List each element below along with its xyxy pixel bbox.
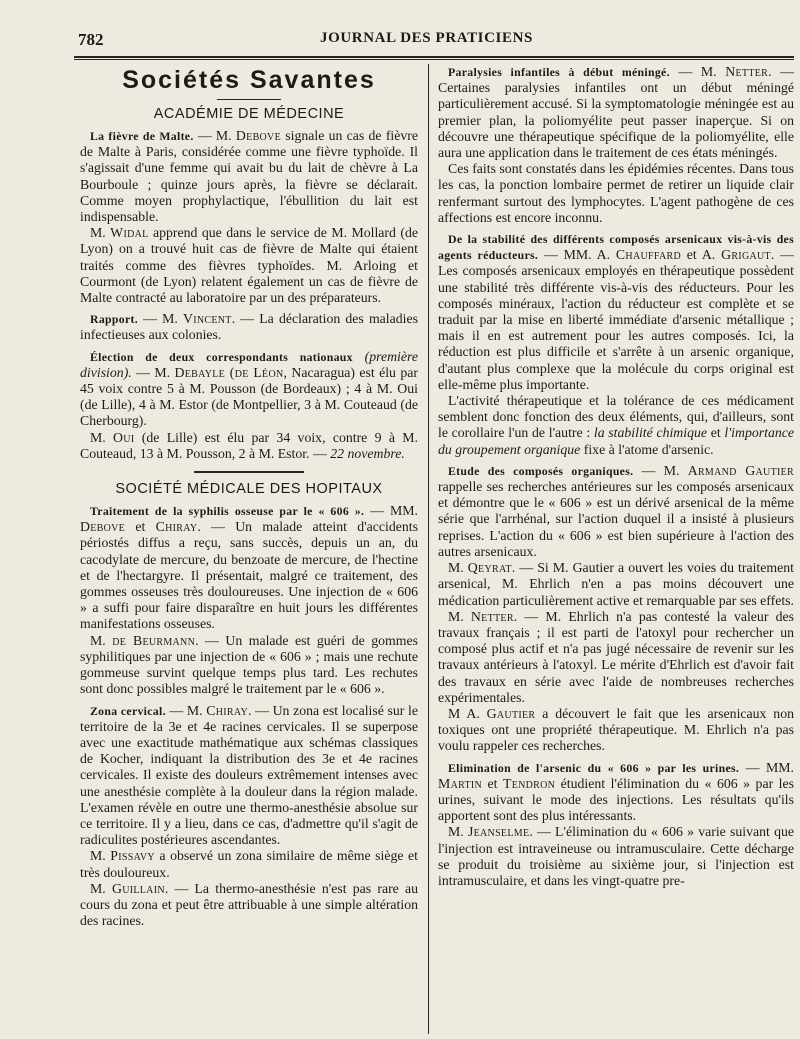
article-pissavy: M. Pissavy a observé un zona similaire de même siège et très douloureux. [80, 848, 418, 880]
article-jeanselme: M. Jeanselme. — L'élimination du « 606 » varie suivant que l'injection est intraveineuse ou intramusculaire. Cette décharge se produit du troisième au sixième jour, si l'injection est intramusculaire, et dans les vingt-quatre pre- [438, 824, 794, 888]
article-widal: M. Widal apprend que dans le service de M. Mollard (de Lyon) on a trouvé huit cas de fièvre de Malte qui étaient traités comme des fièvres typhoïdes. M. Arloing et Courmont (de Lyon) relatent également un cas de fièvre de Malte contracté au laboratoire par un des préparateurs. [80, 225, 418, 306]
article-fievre-malte: La fièvre de Malte. — M. Debove signale un cas de fièvre de Malte à Paris, considérée comme une fièvre typhoïde. Il s'agissait d'une femme qui avait bu du lait de chèvre à La Bourboule ; quinze jours après, la fièvre se déclarait. Comme moyen prophylactique, l'ébullition du lait est indispensable. [80, 128, 418, 225]
page-number: 782 [78, 30, 104, 49]
article-epidemies: Ces faits sont constatés dans les épidémies récentes. Dans tous les cas, la ponction lombaire permet de retirer un liquide clair renfermant surtout des lymphocytes. L'agent pathogène de ces affections est encore inconnu. [438, 161, 794, 225]
heading-academie: ACADÉMIE DE MÉDECINE [153, 106, 345, 122]
article-guillain: M. Guillain. — La thermo-anesthésie n'est pas rare au cours du zona et peut être attribuable à une simple altération des racines. [80, 880, 418, 929]
article-paralysies: Paralysies infantiles à début méningé. — M. Netter. — Certaines paralysies infantiles ont un début méningé particulièrement accusé. Si la symptomatologie méningée est au premier plan, la poliomyélite peut passer inaperçue. Si on découvre une thérapeutique spécifique de la poliomyélite, elle aura une application dans le traitement de ces états méningés. [438, 64, 794, 161]
header-rule-thin [74, 59, 794, 60]
title-rule [217, 99, 281, 100]
article-activite: L'activité thérapeutique et la tolérance de ces médicament semblent donc fonction des deux éléments, qui, d'ailleurs, sont le corollaire l'un de l'autre : la stabilité chimique et l'importance du groupement organique fixe à l'atome d'arsenic. [438, 393, 794, 457]
article-qeyrat: M. Qeyrat. — Si M. Gautier a ouvert les voies du traitement arsenical, M. Ehrlich n'en a pas moins découvert une médication particulièrement active et remarquable par ses effets. [438, 560, 794, 608]
heading-societe-medicale: SOCIÉTÉ MÉDICALE DES HOPITAUX [115, 481, 383, 498]
header-rule [74, 56, 794, 58]
article-composes-organiques: Etude des composés organiques. — M. Armand Gautier rappelle ses recherches antérieures sur les composés arsenicaux et démontre que le « 606 » est un dérivé arsenical de la même série que l'arrhénal, sur l'action duquel il a insisté à plusieurs reprises. L'action du « 606 » est bien supérieure à l'action des autres arsenicaux. [438, 462, 794, 559]
column-divider [428, 64, 429, 1034]
article-stabilite: De la stabilité des différents composés arsenicaux vis-à-vis des agents réducteurs. — MM. A. Chauffard et A. Grigaut. — Les composés arsenicaux employés en thérapeutique possèdent une stabilité très différente vis-à-vis des réducteurs. Pour les composés minéraux, l'action du réducteur est complète et se traduit par la mise en liberté immédiate d'arsenic métallique ; mais il en est autrement pour les autres composés. Ici, la réduction est plus difficile et s'arrête à un arsenic organique, d'autant plus complexe que la molécule du corps original est elle-même plus importante. [438, 232, 794, 392]
article-zona-cervical: Zona cervical. — M. Chiray. — Un zona est localisé sur le territoire de la 3e et 4e racines cervicales. Il se superpose avec une exactitude mathématique aux schémas classiques de Kocher, indiquant la distribution des 3e et 4e racines cervicales. Il existe des douleurs extrêmement intenses avec une anesthésie complète à la douleur dans la région malade. L'examen révèle en outre une thermo-anesthésie absolue sur ce territoire. Il y a lieu, dans ce cas, d'admettre qu'il s'agit de radiculites postérieures ascendantes. [80, 702, 418, 848]
running-header [0, 30, 800, 54]
journal-title: JOURNAL DES PRATICIENS [320, 30, 533, 46]
article-netter: M. Netter. — M. Ehrlich n'a pas contesté la valeur des travaux français ; il est parti de l'atoxyl pour rechercher un composé plus actif et n'a pas jugé nécessaire de revenir sur les travaux antérieurs à l'atoxyl. Le mérite d'Ehrlich est d'avoir fait des travaux en série avec l'aide de nombreuses recherches expérimentales. [438, 608, 794, 705]
article-oui: M. Oui (de Lille) est élu par 34 voix, contre 9 à M. Couteaud, 13 à M. Pousson, 2 à M. Estor. — 22 novembre. [80, 429, 418, 461]
right-column [438, 64, 794, 1034]
section-title: Sociétés Savantes [122, 66, 376, 94]
article-syphilis-osseuse: Traitement de la syphilis osseuse par le « 606 ». — MM. Debove et Chiray. — Un malade atteint d'accidents périostés diffus a reçu, sans succès, depuis un an, du cacodylate de mercure, du benzoate de mercure, de l'hectine et de l'hectargyre. Il présentait, malgré ce traitement, des gommes osseuses très douloureuses. Une injection de « 606 » a suffi pour faire disparaître en huit jours les différentes manifestations osseuses. [80, 503, 418, 632]
article-election: Élection de deux correspondants nationaux (première division). — M. Debayle (de Léon, Nacaragua) est élu par 45 voix contre 5 à M. Pousson (de Bordeaux) ; 4 à M. Oui (de Lille), 4 à M. Estor (de Montpellier, 3 à M. Couteaud (de Cherbourg). [80, 348, 418, 429]
article-elimination: Elimination de l'arsenic du « 606 » par les urines. — MM. Martin et Tendron étudient l'élimination du « 606 » par les urines, suivant le mode des injections. Les résultats qu'ils apportent sont des plus intéressants. [438, 759, 794, 824]
left-column [80, 64, 418, 1034]
section-separator [194, 471, 304, 473]
article-de-beurmann: M. de Beurmann. — Un malade est guéri de gommes syphilitiques par une injection de « 606 » ; mais une rechute gommeuse survint quelque temps plus tard. Les rechutes sont donc possibles malgré le traitement par le « 606 ». [80, 632, 418, 697]
article-gautier: M A. Gautier a découvert le fait que les arsenicaux non toxiques ont une propriété thérapeutique. M. Ehrlich n'a pas voulu rappeler ces recherches. [438, 705, 794, 754]
article-rapport: Rapport. — M. Vincent. — La déclaration des maladies infectieuses aux colonies. [80, 311, 418, 343]
